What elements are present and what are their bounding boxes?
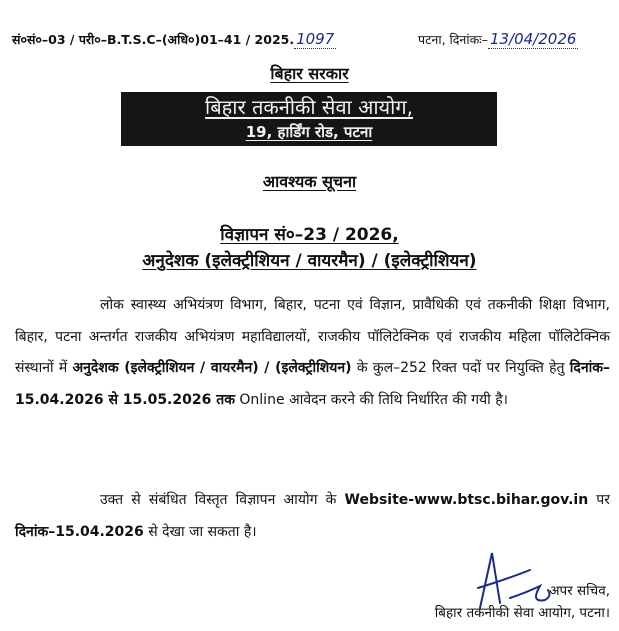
place-label: पटना, दिनांकः– — [418, 32, 488, 47]
reference-number — [12, 30, 336, 49]
notice-paragraph-2 — [15, 485, 610, 548]
website-link[interactable]: Website-www.btsc.bihar.gov.in — [344, 492, 589, 508]
notice-title: आवश्यक सूचना — [262, 172, 357, 191]
para2-end: से देखा जा सकता है। — [143, 523, 257, 540]
para2-date: दिनांक–15.04.2026 — [15, 523, 144, 540]
organization-name: बिहार तकनीकी सेवा आयोग, — [205, 95, 413, 119]
para1-end: Online आवेदन करने की तिथि निर्धारित की गयी है। — [234, 391, 508, 408]
para2-intro: उक्त से संबंधित विस्तृत विज्ञापन आयोग के — [100, 492, 345, 508]
para2-middle: पर — [588, 492, 610, 508]
government-title: बिहार सरकार — [270, 64, 349, 83]
organization-banner — [121, 92, 497, 146]
advertisement-post: अनुदेशक (इलेक्ट्रीशियन / वायरमैन) / (इलेक्ट्रीशियन) — [142, 251, 477, 271]
handwritten-reference-number: 1097 — [296, 30, 335, 48]
advertisement-heading — [0, 222, 619, 274]
handwritten-date: 13/04/2026 — [489, 30, 577, 48]
para1-dates: दिनांक–15.04.2026 से 15.05.2026 तक — [15, 360, 610, 408]
signatory-designation: अपर सचिव, — [549, 583, 610, 599]
reference-prefix: सं०सं०–03 / परी०–B.T.S.C–(अधि०)01–41 / 2025. — [12, 32, 295, 47]
signatory-organization: बिहार तकनीकी सेवा आयोग, पटना। — [434, 605, 610, 621]
para1-post: अनुदेशक (इलेक्ट्रीशियन / वायरमैन) / (इलेक्ट्रीशियन) — [72, 360, 352, 376]
para1-intro: लोक स्वास्थ्य अभियंत्रण विभाग, बिहार, पटना एवं विज्ञान, प्रावैधिकी एवं तकनीकी शिक्षा विभाग, बिहार, पटना अन्तर्गत राजकीय अभियंत्रण महाविद्यालयों, राजकीय पॉलिटेक्निक एवं राजकीय महिला पॉलिटेक्निक संस्थानों में — [15, 297, 610, 376]
advertisement-number: विज्ञापन सं०–23 / 2026, — [220, 225, 399, 245]
place-date — [418, 30, 578, 49]
signature-block — [370, 580, 610, 624]
notice-paragraph-1 — [15, 290, 610, 416]
organization-address: 19, हार्डिंग रोड, पटना — [245, 123, 373, 141]
notice-heading — [0, 170, 619, 192]
government-heading — [0, 62, 619, 84]
para1-middle: के कुल–252 रिक्त पदों पर नियुक्ति हेतु — [351, 360, 570, 376]
